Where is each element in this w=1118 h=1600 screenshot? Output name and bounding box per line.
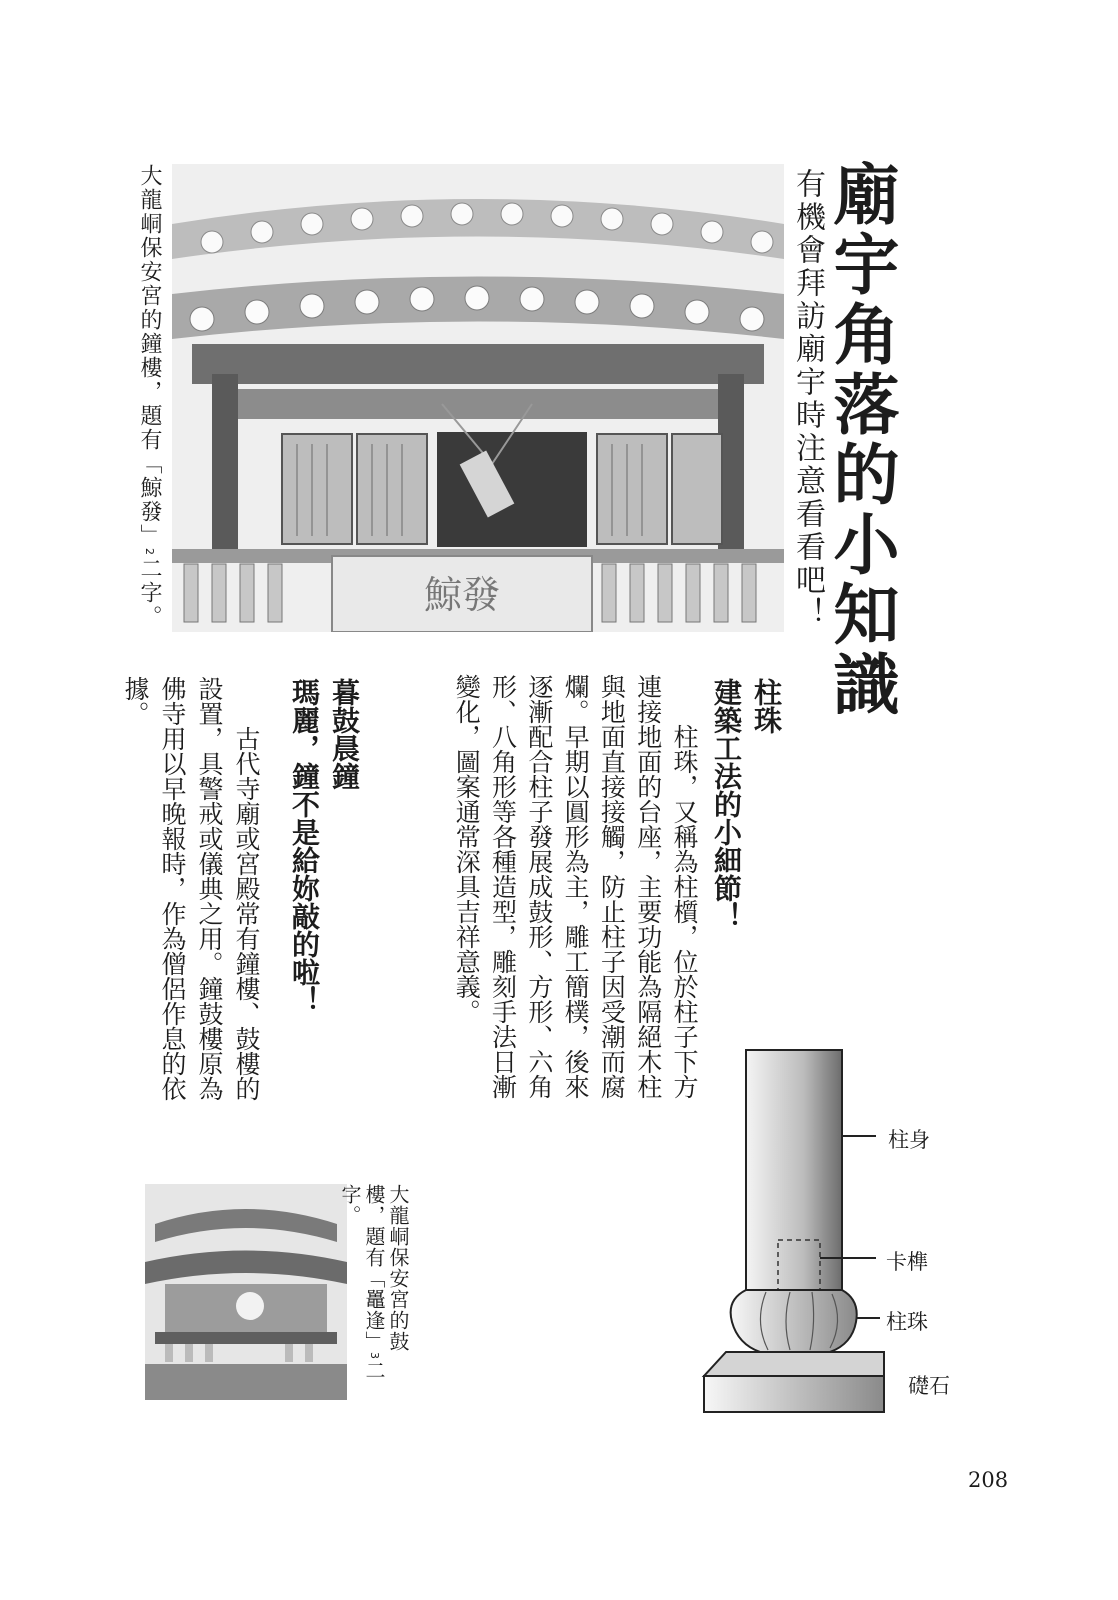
drum-tower-photo (145, 1184, 347, 1400)
section-body-pillar-base: 柱珠，又稱為柱櫍，位於柱子下方連接地面的台座，主要功能為隔絕木柱與地面直接接觸，防止柱子因受潮而腐爛。早期以圓形為主，雕工簡樸，後來逐漸配合柱子發展成鼓形、方形、六角形、八角形等各種造型，雕刻手法日漸變化，圖案通常深具吉祥意義。 (452, 674, 699, 1099)
section-subheading-pillar-base: 建築工法的小細節！ (710, 678, 743, 930)
bell-tower-illustration (172, 164, 784, 632)
page-number: 208 (968, 1468, 1009, 1492)
section-subheading-bell-drum: 瑪麗，鐘不是給妳敲的啦！ (288, 678, 321, 1014)
pillar-diagram (690, 1040, 980, 1420)
page-subtitle: 有機會拜訪廟宇時注意看看吧！ (790, 168, 825, 630)
label-shaft: 柱身 (888, 1128, 930, 1152)
label-plinth: 礎石 (908, 1374, 950, 1398)
plaque-text: 鯨發 (423, 573, 501, 617)
section-heading-pillar-base: 柱珠 (750, 678, 783, 734)
label-tenon: 卡榫 (886, 1250, 928, 1274)
section-heading-bell-drum: 暮鼓晨鐘 (328, 678, 361, 790)
pillar-illustration (690, 1040, 980, 1420)
section-body-bell-drum: 古代寺廟或宮殿常有鐘樓、鼓樓的設置，具警戒或儀典之用。鐘鼓樓原為佛寺用以早晚報時，作為僧侶作息的依據。 (121, 676, 261, 1101)
label-pillar-base: 柱珠 (886, 1310, 928, 1334)
top-photo-caption: 大龍峒保安宮的鐘樓，題有「鯨發」2二字。 (137, 164, 162, 629)
page-title: 廟宇角落的小知識 (822, 160, 900, 720)
bottom-photo-caption: 大龍峒保安宮的鼓樓，題有「鼉逢」3二字。 (338, 1184, 410, 1381)
drum-tower-illustration (145, 1184, 347, 1400)
bell-tower-photo (172, 164, 784, 632)
